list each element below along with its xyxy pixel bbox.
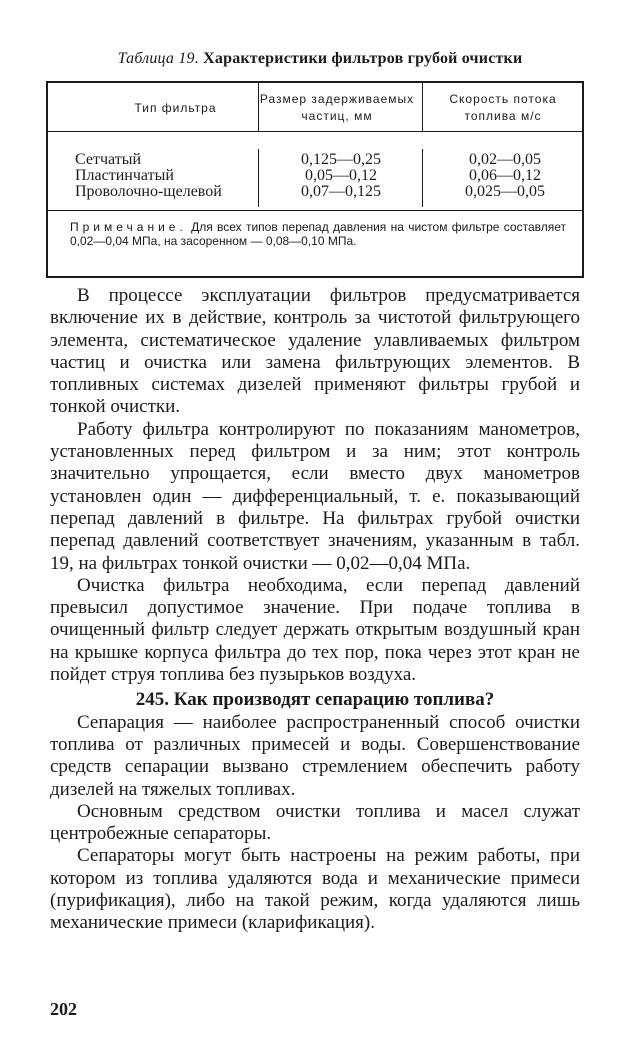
column-divider — [258, 149, 259, 207]
filter-type-cell: Проволочно-щелевой — [75, 183, 222, 200]
header-flow-speed: Скорость потока топлива м/с — [449, 92, 557, 123]
particle-size-cell: 0,125—0,25 — [301, 151, 381, 168]
table-caption-label: Таблица 19. — [117, 50, 199, 67]
flow-speed-cell: 0,02—0,05 — [469, 151, 541, 168]
flow-speed-column — [426, 152, 584, 200]
table-note-label: Примечание. — [70, 220, 187, 234]
filter-type-column — [75, 152, 222, 200]
header-particle-size: Размер задерживаемых частиц, мм — [259, 92, 415, 123]
particle-size-column — [262, 152, 420, 200]
paragraph: Очистка фильтра необходима, если перепад давлений превысил допустимое значение. При подаче топлива в очищенный фильтр следует держать открытым воздушный кран на крышке корпуса фильтра до тех пор, пока через этот кран не пойдет струя топлива без пузырьков воздуха. — [50, 574, 580, 686]
paragraph: Сепараторы могут быть настроены на режим работы, при котором из топлива удаляются вода и механические примеси (пурификация), либо на такой режим, когда удаляются лишь механические примеси (кларификация). — [50, 845, 580, 934]
filter-type-cell: Сетчатый — [75, 151, 141, 168]
column-divider — [258, 83, 259, 131]
paragraph: Работу фильтра контролируют по показаниям манометров, установленных перед фильтром и за ним; этот контроль значительно упрощается, если вместо двух манометров установлен один — дифференциальный, т. е. показывающий перепад давлений в фильтре. На фильтрах грубой очистки перепад давлений соответствует значениям, указанным в табл. 19, на фильтрах тонкой очистки — 0,02—0,04 МПа. — [50, 418, 580, 574]
particle-size-cell: 0,07—0,125 — [301, 183, 381, 200]
flow-speed-cell: 0,025—0,05 — [465, 183, 545, 200]
header-divider — [48, 131, 582, 132]
column-divider — [422, 149, 423, 207]
note-divider — [48, 210, 582, 211]
particle-size-cell: 0,05—0,12 — [305, 167, 377, 184]
table-caption — [40, 50, 600, 68]
table-note-text: Для всех типов перепад давления на чистом фильтре составляет 0,02—0,04 МПа, на засоренном — 0,08—0,10 МПа. — [70, 220, 566, 248]
table-caption-title: Характеристики фильтров грубой очистки — [203, 50, 523, 67]
paragraph: В процессе эксплуатации фильтров предусматривается включение их в действие, контроль за чистотой фильтрующего элемента, систематическое удаление улавливаемых фильтром частиц и очистка или замена фильтрующих элементов. В топливных системах дизелей применяют фильтры грубой и тонкой очистки. — [50, 285, 580, 418]
filter-type-cell: Пластинчатый — [75, 167, 174, 184]
section-heading: 245. Как производят сепарацию топлива? — [135, 689, 495, 711]
table-note — [70, 220, 566, 248]
column-divider — [422, 83, 423, 131]
main-text — [50, 285, 580, 935]
flow-speed-cell: 0,06—0,12 — [469, 167, 541, 184]
paragraph: Основным средством очистки топлива и масел служат центробежные сепараторы. — [50, 800, 580, 845]
filter-characteristics-table — [46, 81, 584, 278]
paragraph: Сепарация — наиболее распространенный способ очистки топлива от различных примесей и воды. Совершенствование средств сепарации вызвано стремлением обеспечить работу дизелей на тяжелых топливах. — [50, 711, 580, 800]
header-filter-type: Тип фильтра — [134, 101, 217, 115]
page-number: 202 — [50, 999, 77, 1019]
